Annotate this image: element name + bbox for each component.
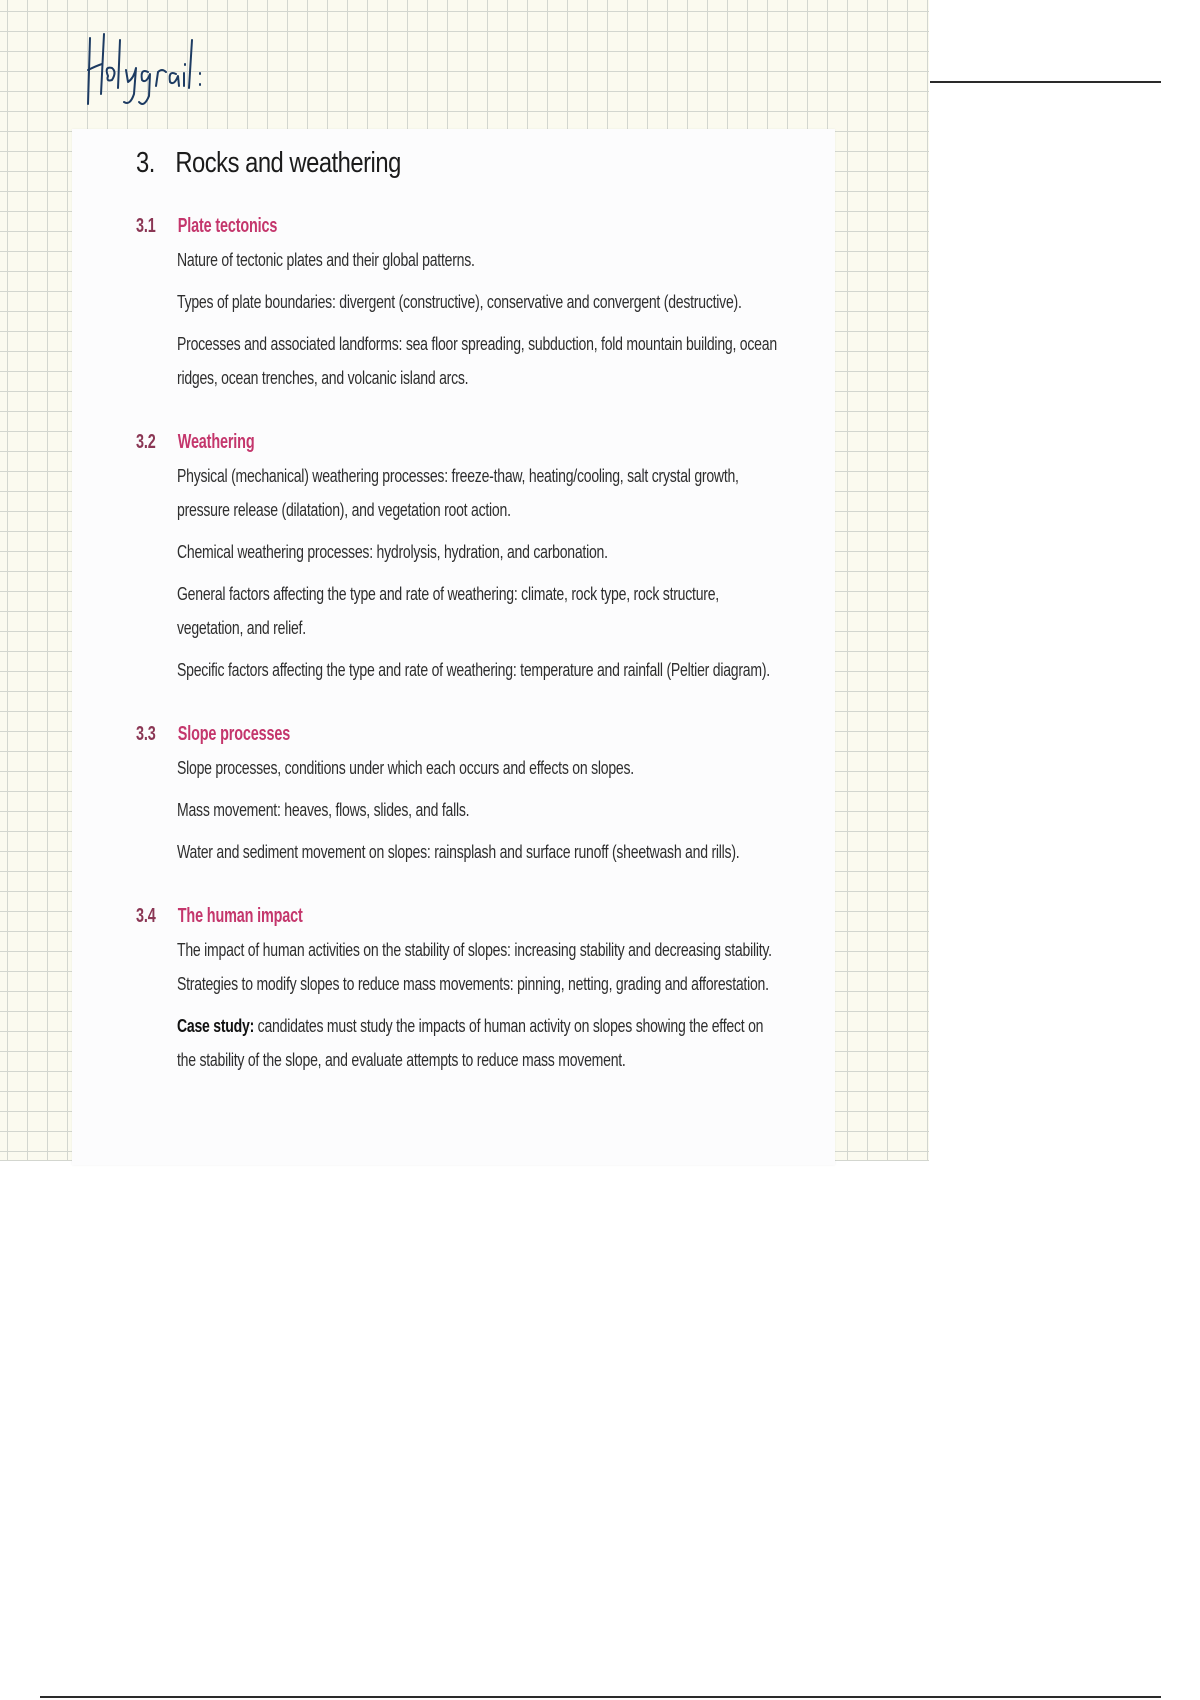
syllabus-item: Nature of tectonic plates and their global patterns.	[177, 250, 475, 270]
syllabus-excerpt	[72, 129, 835, 1165]
subsection-heading	[136, 431, 254, 454]
subsection-number: 3.3	[136, 723, 156, 745]
syllabus-item: General factors affecting the type and rate of weathering: climate, rock type, rock structure,	[177, 584, 719, 604]
syllabus-item-continued: ridges, ocean trenches, and volcanic island arcs.	[177, 368, 469, 388]
top-rule-line	[930, 81, 1161, 83]
syllabus-item: Slope processes, conditions under which each occurs and effects on slopes.	[177, 758, 634, 778]
case-study-item-continued: the stability of the slope, and evaluate attempts to reduce mass movement.	[177, 1050, 626, 1070]
subsection-number: 3.4	[136, 905, 156, 927]
subsection-heading	[136, 905, 303, 928]
handwritten-title	[84, 30, 204, 110]
section-title: Rocks and weathering	[175, 147, 401, 179]
syllabus-item: Specific factors affecting the type and rate of weathering: temperature and rainfall (Peltier diagram).	[177, 660, 770, 680]
case-study-item	[177, 1009, 762, 1043]
subsection-number: 3.1	[136, 215, 156, 237]
section-heading	[136, 147, 401, 180]
subsection-title: Slope processes	[177, 723, 291, 745]
syllabus-item: Water and sediment movement on slopes: rainsplash and surface runoff (sheetwash and rills).	[177, 842, 740, 862]
syllabus-item: Physical (mechanical) weathering processes: freeze-thaw, heating/cooling, salt crystal growth,	[177, 466, 739, 486]
subsection-title: The human impact	[177, 905, 303, 927]
syllabus-item-continued: pressure release (dilatation), and vegetation root action.	[177, 500, 511, 520]
case-study-label: Case study:	[177, 1016, 255, 1036]
subsection-heading	[136, 723, 290, 746]
syllabus-item: Processes and associated landforms: sea floor spreading, subduction, fold mountain building, ocean	[177, 334, 777, 354]
subsection-number: 3.2	[136, 431, 156, 453]
subsection-title: Weathering	[177, 431, 255, 453]
syllabus-item-continued: vegetation, and relief.	[177, 618, 306, 638]
bottom-rule-line	[40, 1696, 1161, 1698]
subsection-title: Plate tectonics	[177, 215, 278, 237]
case-study-text: candidates must study the impacts of human activity on slopes showing the effect on	[257, 1016, 764, 1036]
syllabus-item: Chemical weathering processes: hydrolysis, hydration, and carbonation.	[177, 542, 608, 562]
section-number: 3.	[136, 147, 155, 179]
syllabus-item: The impact of human activities on the stability of slopes: increasing stability and decreasing stability.	[177, 940, 772, 960]
syllabus-item: Types of plate boundaries: divergent (constructive), conservative and convergent (destructive).	[177, 292, 742, 312]
subsection-heading	[136, 215, 277, 238]
syllabus-item: Strategies to modify slopes to reduce mass movements: pinning, netting, grading and afforestation.	[177, 974, 769, 994]
syllabus-item: Mass movement: heaves, flows, slides, and falls.	[177, 800, 470, 820]
